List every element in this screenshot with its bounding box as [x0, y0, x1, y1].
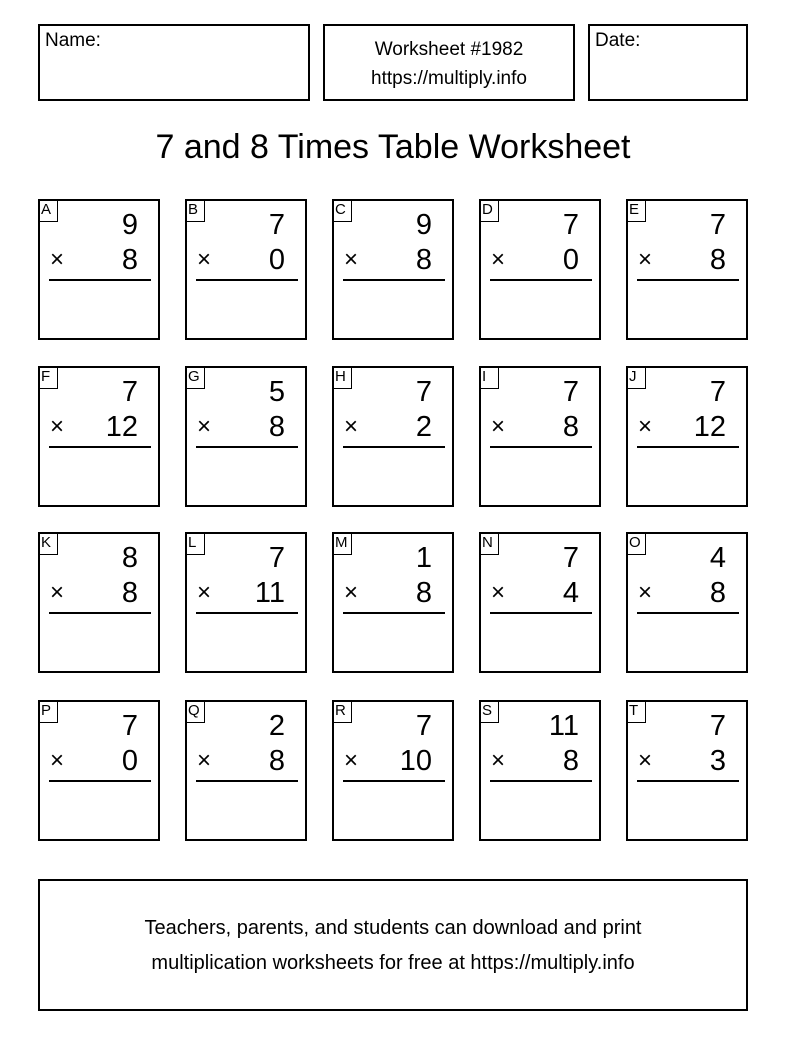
problem-card[interactable]	[185, 532, 307, 673]
answer-line	[196, 612, 298, 614]
problem-letter: L	[185, 532, 205, 555]
times-icon: ×	[197, 579, 212, 606]
problem-multiplicand: 9	[121, 209, 138, 241]
problem-multiplier: 11	[254, 577, 285, 609]
date-label: Date:	[595, 30, 641, 51]
problem-letter: S	[479, 700, 499, 723]
times-icon: ×	[344, 413, 359, 440]
problem-multiplier: 3	[709, 745, 726, 777]
problem-letter: K	[38, 532, 58, 555]
problem-letter: B	[185, 199, 205, 222]
answer-line	[49, 279, 151, 281]
problem-multiplier: 12	[105, 411, 138, 443]
problem-letter: M	[332, 532, 352, 555]
problem-card[interactable]	[479, 700, 601, 841]
problem-multiplier: 8	[709, 577, 726, 609]
problem-multiplier: 8	[121, 244, 138, 276]
problem-multiplier: 8	[268, 745, 285, 777]
problem-letter: E	[626, 199, 646, 222]
problem-letter: R	[332, 700, 352, 723]
problem-card[interactable]	[38, 700, 160, 841]
problem-multiplicand: 7	[121, 710, 138, 742]
problem-card[interactable]	[479, 532, 601, 673]
footer-box	[38, 879, 748, 1011]
problem-card[interactable]	[332, 366, 454, 507]
times-icon: ×	[344, 579, 359, 606]
problem-multiplicand: 7	[709, 710, 726, 742]
answer-line	[490, 612, 592, 614]
problem-letter: P	[38, 700, 58, 723]
answer-line	[637, 446, 739, 448]
problem-letter: Q	[185, 700, 205, 723]
problem-multiplicand: 7	[562, 209, 579, 241]
times-icon: ×	[638, 579, 653, 606]
problem-letter: I	[479, 366, 499, 389]
problem-multiplier: 8	[562, 745, 579, 777]
problem-card[interactable]	[626, 199, 748, 340]
times-icon: ×	[50, 246, 65, 273]
website-url: https://multiply.info	[371, 68, 527, 89]
answer-line	[49, 446, 151, 448]
worksheet-title: 7 and 8 Times Table Worksheet	[155, 128, 631, 166]
problem-multiplicand: 4	[709, 542, 726, 574]
times-icon: ×	[344, 747, 359, 774]
answer-line	[637, 780, 739, 782]
times-icon: ×	[491, 413, 506, 440]
problem-card[interactable]	[626, 700, 748, 841]
problem-letter: A	[38, 199, 58, 222]
problem-multiplicand: 11	[548, 710, 579, 742]
times-icon: ×	[197, 747, 212, 774]
problem-multiplier: 2	[415, 411, 432, 443]
problem-multiplicand: 7	[562, 542, 579, 574]
times-icon: ×	[491, 747, 506, 774]
answer-line	[637, 612, 739, 614]
problem-card[interactable]	[479, 199, 601, 340]
problem-card[interactable]	[626, 532, 748, 673]
times-icon: ×	[50, 579, 65, 606]
problem-multiplier: 4	[562, 577, 579, 609]
problem-multiplier: 8	[562, 411, 579, 443]
problem-multiplicand: 9	[415, 209, 432, 241]
problem-multiplicand: 7	[709, 209, 726, 241]
problem-multiplier: 8	[415, 577, 432, 609]
answer-line	[490, 446, 592, 448]
problem-multiplier: 0	[121, 745, 138, 777]
problem-multiplicand: 5	[268, 376, 285, 408]
problem-letter: J	[626, 366, 646, 389]
answer-line	[343, 279, 445, 281]
problem-card[interactable]	[185, 366, 307, 507]
problem-multiplicand: 7	[121, 376, 138, 408]
times-icon: ×	[491, 246, 506, 273]
date-field-box[interactable]	[588, 24, 748, 101]
problem-multiplicand: 7	[709, 376, 726, 408]
problem-multiplicand: 7	[268, 209, 285, 241]
problem-letter: O	[626, 532, 646, 555]
problem-letter: G	[185, 366, 205, 389]
problem-card[interactable]	[479, 366, 601, 507]
answer-line	[490, 780, 592, 782]
problem-multiplier: 8	[121, 577, 138, 609]
footer-line-1: Teachers, parents, and students can download and print	[144, 917, 642, 939]
times-icon: ×	[638, 246, 653, 273]
worksheet-number: Worksheet #1982	[374, 39, 524, 60]
name-label: Name:	[45, 30, 101, 51]
problem-card[interactable]	[38, 199, 160, 340]
problem-letter: D	[479, 199, 499, 222]
problem-letter: N	[479, 532, 499, 555]
problem-multiplicand: 7	[562, 376, 579, 408]
times-icon: ×	[197, 413, 212, 440]
problem-letter: H	[332, 366, 352, 389]
problem-multiplier: 0	[268, 244, 285, 276]
problem-card[interactable]	[185, 700, 307, 841]
times-icon: ×	[344, 246, 359, 273]
problem-letter: C	[332, 199, 352, 222]
times-icon: ×	[50, 413, 65, 440]
problem-multiplier: 8	[709, 244, 726, 276]
problem-multiplier: 10	[399, 745, 432, 777]
problem-multiplicand: 1	[415, 542, 432, 574]
problem-card[interactable]	[185, 199, 307, 340]
footer-line-2: multiplication worksheets for free at https://multiply.info	[151, 952, 635, 974]
problem-multiplicand: 2	[268, 710, 285, 742]
answer-line	[343, 446, 445, 448]
answer-line	[196, 279, 298, 281]
name-field-box[interactable]	[38, 24, 310, 101]
answer-line	[49, 780, 151, 782]
problem-card[interactable]	[38, 366, 160, 507]
problem-multiplicand: 8	[121, 542, 138, 574]
problem-multiplicand: 7	[415, 710, 432, 742]
problem-multiplicand: 7	[415, 376, 432, 408]
problem-card[interactable]	[38, 532, 160, 673]
problem-multiplier: 8	[415, 244, 432, 276]
problem-multiplicand: 7	[268, 542, 285, 574]
answer-line	[196, 780, 298, 782]
problem-letter: T	[626, 700, 646, 723]
problem-card[interactable]	[332, 199, 454, 340]
problem-card[interactable]	[626, 366, 748, 507]
problem-multiplier: 0	[562, 244, 579, 276]
problem-multiplier: 8	[268, 411, 285, 443]
answer-line	[49, 612, 151, 614]
answer-line	[637, 279, 739, 281]
problem-card[interactable]	[332, 532, 454, 673]
times-icon: ×	[50, 747, 65, 774]
problem-card[interactable]	[332, 700, 454, 841]
problem-letter: F	[38, 366, 58, 389]
answer-line	[343, 612, 445, 614]
answer-line	[196, 446, 298, 448]
answer-line	[490, 279, 592, 281]
problem-multiplier: 12	[693, 411, 726, 443]
answer-line	[343, 780, 445, 782]
worksheet-info-box	[323, 24, 575, 101]
times-icon: ×	[491, 579, 506, 606]
times-icon: ×	[197, 246, 212, 273]
times-icon: ×	[638, 747, 653, 774]
times-icon: ×	[638, 413, 653, 440]
